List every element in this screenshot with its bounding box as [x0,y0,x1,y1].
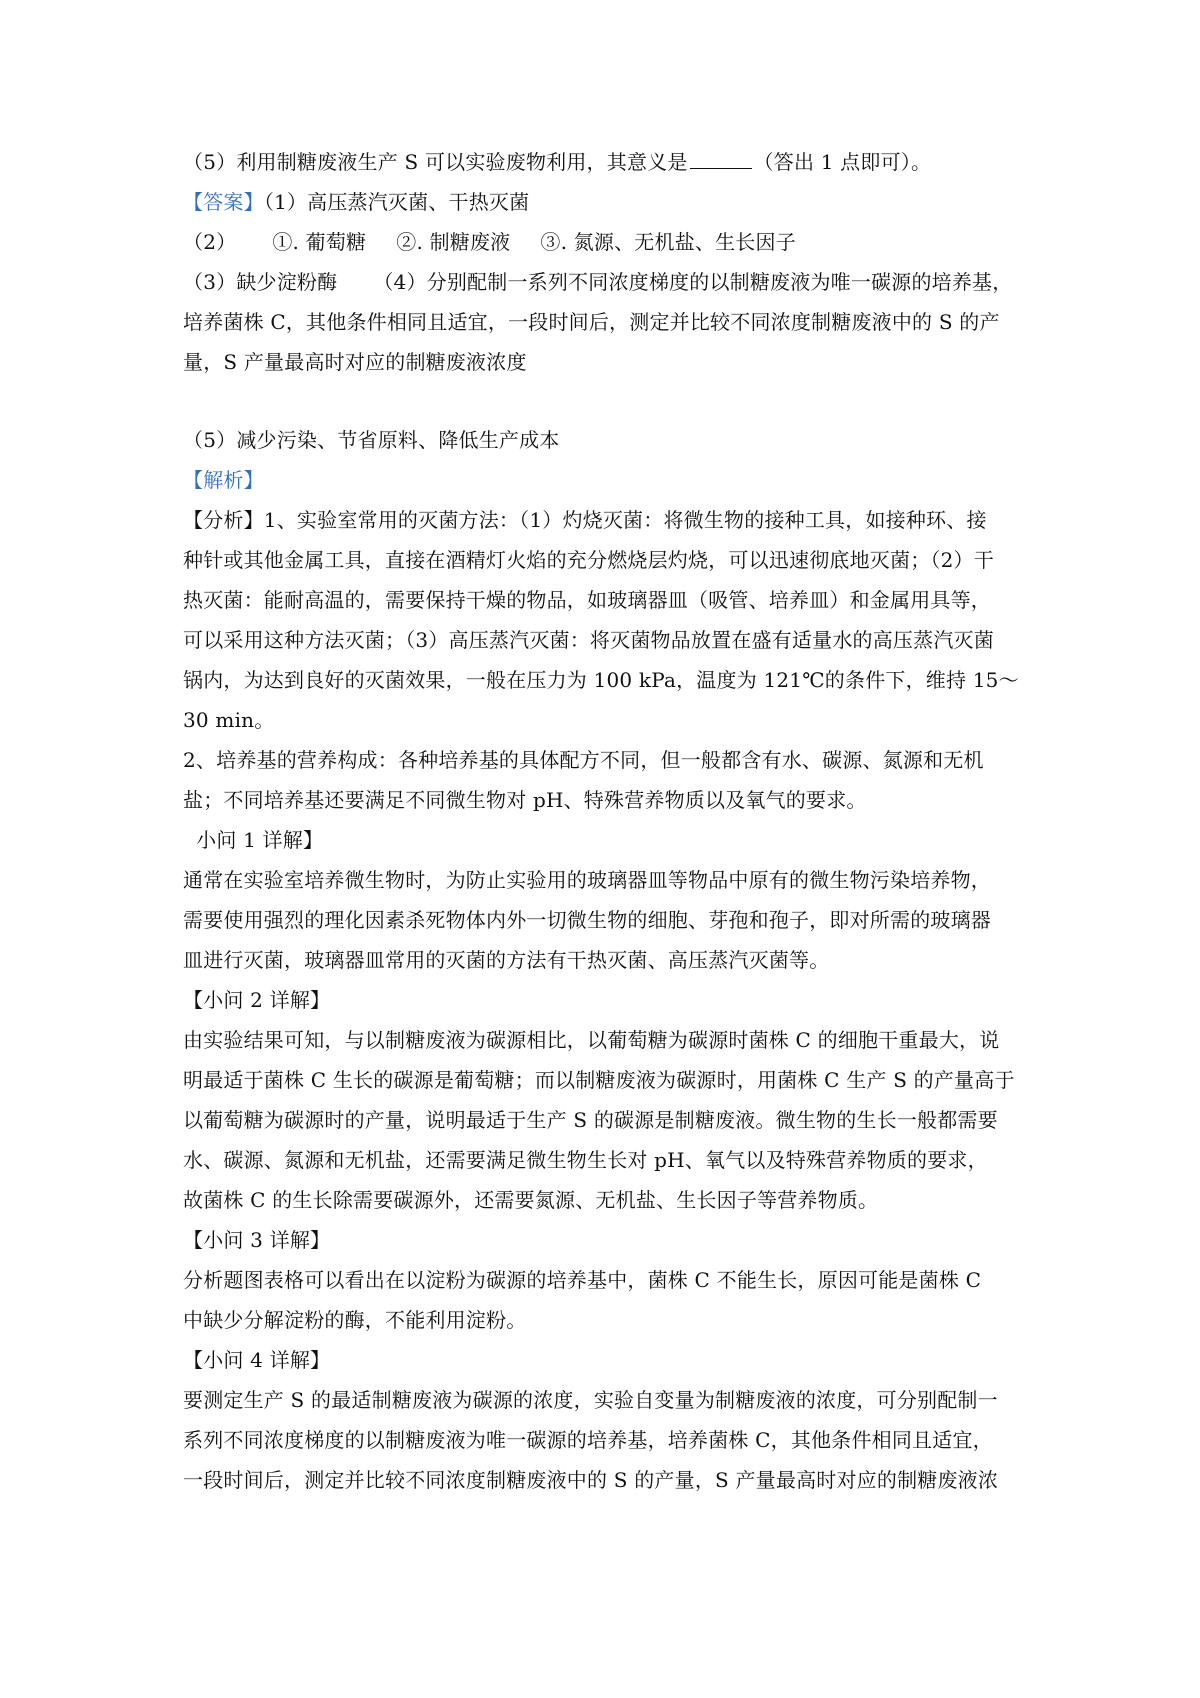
analysis-line: 2、培养基的营养构成：各种培养基的具体配方不同，但一般都含有水、碳源、氮源和无机 [183,748,984,772]
detail-1-line: 需要使用强烈的理化因素杀死物体内外一切微生物的细胞、芽孢和孢子，即对所需的玻璃器 [183,908,991,932]
detail-3-line: 中缺少分解淀粉的酶，不能利用淀粉。 [183,1308,527,1332]
answer-3: （3）缺少淀粉酶 [183,270,338,294]
detail-2-line: 明最适于菌株 C 生长的碳源是葡萄糖；而以制糖废液为碳源时，用菌株 C 生产 S 的产量高于 [183,1068,1015,1092]
detail-3-heading: 【小问 3 详解】 [183,1228,331,1252]
detail-1-line: 通常在实验室培养微生物时，为防止实验用的玻璃器皿等物品中原有的微生物污染培养物， [183,868,991,892]
answer-tag: 【答案】 [183,190,264,214]
answer-2-option: ③. 氮源、无机盐、生长因子 [540,230,796,254]
answer-2-option: ②. 制糖废液 [396,230,511,254]
answer-1: （1）高压蒸汽灭菌、干热灭菌 [263,190,530,214]
analysis-tag: 【解析】 [183,468,264,492]
document-content [183,142,1028,1500]
detail-3-line: 分析题图表格可以看出在以淀粉为碳源的培养基中，菌株 C 不能生长，原因可能是菌株 C [183,1268,982,1292]
detail-2-heading: 【小问 2 详解】 [183,988,331,1012]
answer-4-line: 量，S 产量最高时对应的制糖废液浓度 [183,350,527,374]
detail-1-line: 皿进行灭菌，玻璃器皿常用的灭菌的方法有干热灭菌、高压蒸汽灭菌等。 [183,948,830,972]
analysis-line: 热灭菌：能耐高温的，需要保持干燥的物品，如玻璃器皿（吸管、培养皿）和金属用具等， [183,588,991,612]
answer-4-line: 培养菌株 C，其他条件相同且适宜，一段时间后，测定并比较不同浓度制糖废液中的 S 的产 [183,310,1000,334]
analysis-line: 种针或其他金属工具，直接在酒精灯火焰的充分燃烧层灼烧，可以迅速彻底地灭菌；（2）干 [183,548,994,572]
detail-2-line: 以葡萄糖为碳源时的产量，说明最适于生产 S 的碳源是制糖废液。微生物的生长一般都需要 [183,1108,998,1132]
detail-2-line: 水、碳源、氮源和无机盐，还需要满足微生物生长对 pH、氧气以及特殊营养物质的要求， [183,1148,988,1172]
answer-line-1 [183,182,1028,222]
answer-blank [690,150,752,169]
question-5-suffix: （答出 1 点即可）。 [753,150,932,174]
analysis-line: 盐；不同培养基还要满足不同微生物对 pH、特殊营养物质以及氧气的要求。 [183,788,867,812]
detail-2-line: 故菌株 C 的生长除需要碳源外，还需要氮源、无机盐、生长因子等营养物质。 [183,1188,879,1212]
detail-4-line: 一段时间后，测定并比较不同浓度制糖废液中的 S 的产量，S 产量最高时对应的制糖废液浓 [183,1468,999,1492]
answer-line-2 [183,222,1028,262]
detail-4-heading: 【小问 4 详解】 [183,1348,331,1372]
answer-line-3 [183,262,1028,302]
detail-1-heading: 小问 1 详解】 [183,828,324,852]
detail-4-line: 要测定生产 S 的最适制糖废液为碳源的浓度，实验自变量为制糖废液的浓度，可分别配制一 [183,1388,998,1412]
answer-4-line: （4）分别配制一系列不同浓度梯度的以制糖废液为唯一碳源的培养基， [373,270,1013,294]
question-5-prefix: （5）利用制糖废液生产 S 可以实验废物利用，其意义是 [183,150,688,174]
answer-2-label: （2） [183,230,237,254]
question-5-line [183,142,1028,182]
answer-2-option: ①. 葡萄糖 [272,230,367,254]
analysis-line: 30 min。 [183,708,275,732]
answer-5: （5）减少污染、节省原料、降低生产成本 [183,428,560,452]
analysis-line: 【分析】1、实验室常用的灭菌方法：（1）灼烧灭菌：将微生物的接种工具，如接种环、接 [183,508,987,532]
analysis-line: 可以采用这种方法灭菌；（3）高压蒸汽灭菌：将灭菌物品放置在盛有适量水的高压蒸汽灭菌 [183,628,994,652]
detail-2-line: 由实验结果可知，与以制糖废液为碳源相比，以葡萄糖为碳源时菌株 C 的细胞干重最大，说 [183,1028,1000,1052]
detail-4-line: 系列不同浓度梯度的以制糖废液为唯一碳源的培养基，培养菌株 C，其他条件相同且适宜， [183,1428,993,1452]
analysis-line: 锅内，为达到良好的灭菌效果，一般在压力为 100 kPa，温度为 121℃的条件下，维持 15～ [183,668,1019,692]
